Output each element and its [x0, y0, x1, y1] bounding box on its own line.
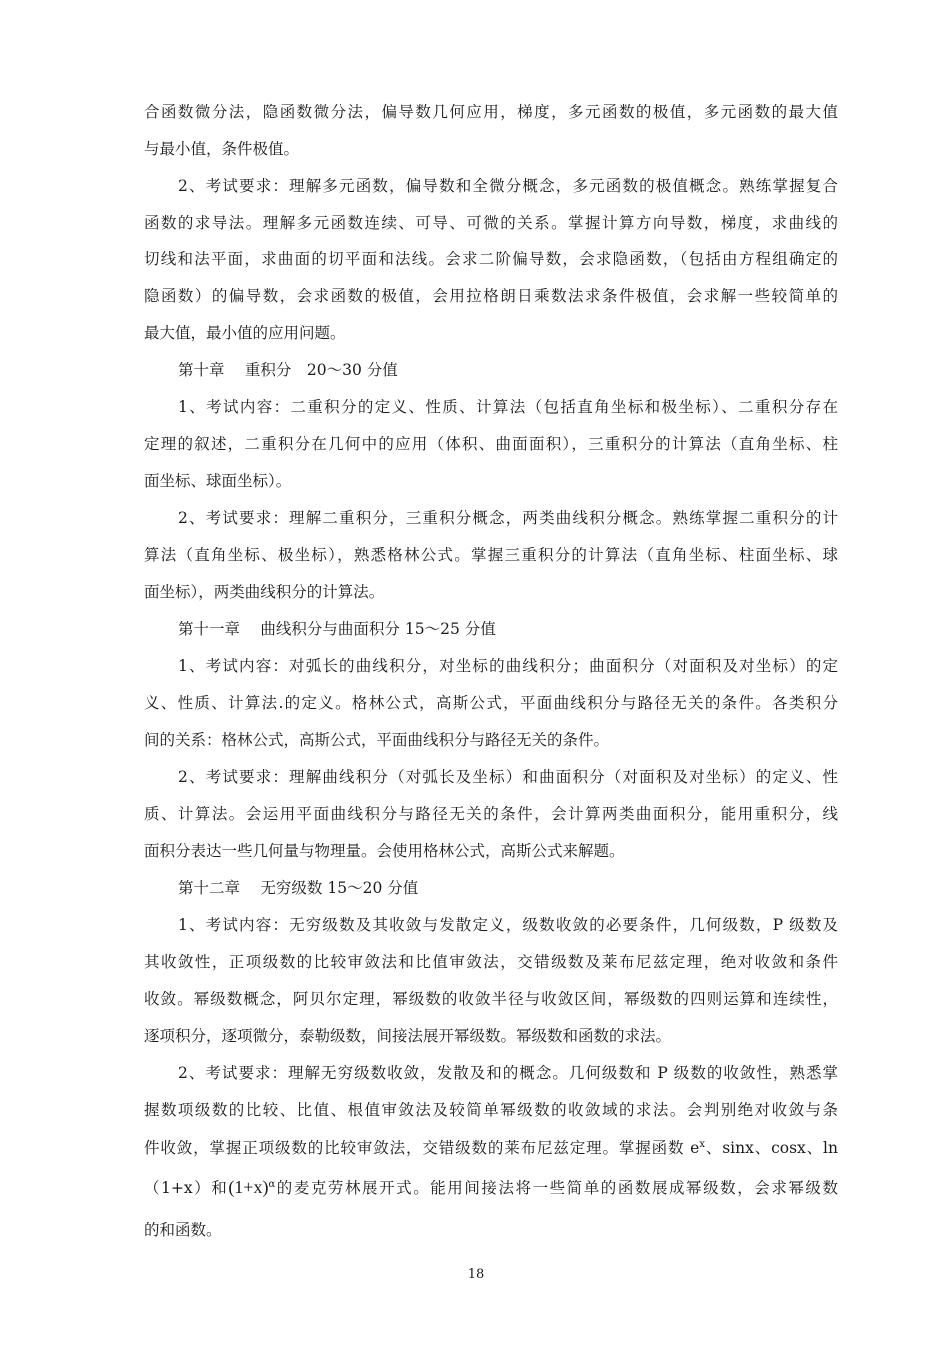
chapter-heading: 第十一章 曲线积分与曲面积分 15～25 分值 — [178, 620, 496, 638]
text-line: 算法（直角坐标、极坐标），熟悉格林公式。掌握三重积分的计算法（直角坐标、柱面坐标、球 — [144, 546, 838, 564]
text-segment: 、sinx、cosx、ln — [704, 1139, 838, 1157]
text-line: 义、性质、计算法.的定义。格林公式，高斯公式，平面曲线积分与路径无关的条件。各类积分 — [144, 694, 838, 712]
text-line: 1、考试内容：无穷级数及其收敛与发散定义，级数收敛的必要条件，几何级数，P 级数及 — [178, 916, 838, 934]
text-line: 合函数微分法，隐函数微分法，偏导数几何应用，梯度，多元函数的极值，多元函数的最大值 — [144, 103, 838, 121]
text-line-with-superscript — [144, 1137, 838, 1159]
chapter-heading: 第十章 重积分 20～30 分值 — [178, 361, 398, 379]
text-line: 2、考试要求：理解多元函数，偏导数和全微分概念，多元函数的极值概念。熟练掌握复合 — [178, 177, 838, 195]
superscript: x — [699, 1139, 705, 1150]
text-segment: 件收敛，掌握正项级数的比较审敛法，交错级数的莱布尼兹定理。掌握函数 e — [144, 1139, 700, 1157]
chapter-heading: 第十二章 无穷级数 15～20 分值 — [178, 879, 419, 897]
text-line: 函数的求导法。理解多元函数连续、可导、可微的关系。掌握计算方向导数，梯度，求曲线的 — [144, 214, 838, 232]
text-line-with-formula — [144, 1174, 838, 1200]
math-formula: (1+x) — [228, 1177, 269, 1197]
text-line: 的和函数。 — [144, 1221, 222, 1239]
text-segment: 的麦克劳林展开式。能用间接法将一些简单的函数展成幂级数，会求幂级数 — [275, 1179, 838, 1197]
text-line: 最大值，最小值的应用问题。 — [144, 324, 346, 342]
text-line: 隐函数）的偏导数，会求函数的极值，会用拉格朗日乘数法求条件极值，会求解一些较简单的 — [144, 287, 838, 305]
text-line: 2、考试要求：理解曲线积分（对弧长及坐标）和曲面积分（对面积及对坐标）的定义、性 — [178, 768, 838, 786]
superscript: α — [268, 1179, 276, 1190]
text-line: 1、考试内容：二重积分的定义、性质、计算法（包括直角坐标和极坐标）、二重积分存在 — [178, 398, 838, 416]
page-number: 18 — [467, 1267, 485, 1282]
text-line: 2、考试要求：理解二重积分，三重积分概念，两类曲线积分概念。熟练掌握二重积分的计 — [178, 509, 838, 527]
text-line: 1、考试内容：对弧长的曲线积分，对坐标的曲线积分；曲面积分（对面积及对坐标）的定 — [178, 657, 838, 675]
text-line: 握数项级数的比较、比值、根值审敛法及较简单幂级数的收敛域的求法。会判别绝对收敛与条 — [144, 1101, 838, 1119]
text-line: 收敛。幂级数概念，阿贝尔定理，幂级数的收敛半径与收敛区间，幂级数的四则运算和连续性， — [144, 990, 838, 1008]
text-line: 切线和法平面，求曲面的切平面和法线。会求二阶偏导数，会求隐函数，（包括由方程组确定的 — [144, 250, 838, 268]
text-line: 面积分表达一些几何量与物理量。会使用格林公式，高斯公式来解题。 — [144, 842, 625, 860]
text-line: 面坐标、球面坐标）。 — [144, 472, 292, 490]
text-line: 间的关系：格林公式，高斯公式，平面曲线积分与路径无关的条件。 — [144, 731, 610, 749]
text-line: 2、考试要求：理解无穷级数收敛，发散及和的概念。几何级数和 P 级数的收敛性，熟悉掌 — [178, 1064, 838, 1082]
text-line: 其收敛性，正项级数的比较审敛法和比值审敛法，交错级数及莱布尼兹定理，绝对收敛和条件 — [144, 953, 838, 971]
text-segment: （1+x）和 — [144, 1179, 229, 1197]
text-line: 与最小值，条件极值。 — [144, 140, 300, 158]
text-line: 质、计算法。会运用平面曲线积分与路径无关的条件，会计算两类曲面积分，能用重积分，线 — [144, 805, 838, 823]
text-line: 面坐标），两类曲线积分的计算法。 — [144, 583, 385, 601]
text-line: 逐项积分，逐项微分，泰勒级数，间接法展开幂级数。幂级数和函数的求法。 — [144, 1027, 672, 1045]
text-line: 定理的叙述，二重积分在几何中的应用（体积、曲面面积），三重积分的计算法（直角坐标、柱 — [144, 435, 838, 453]
